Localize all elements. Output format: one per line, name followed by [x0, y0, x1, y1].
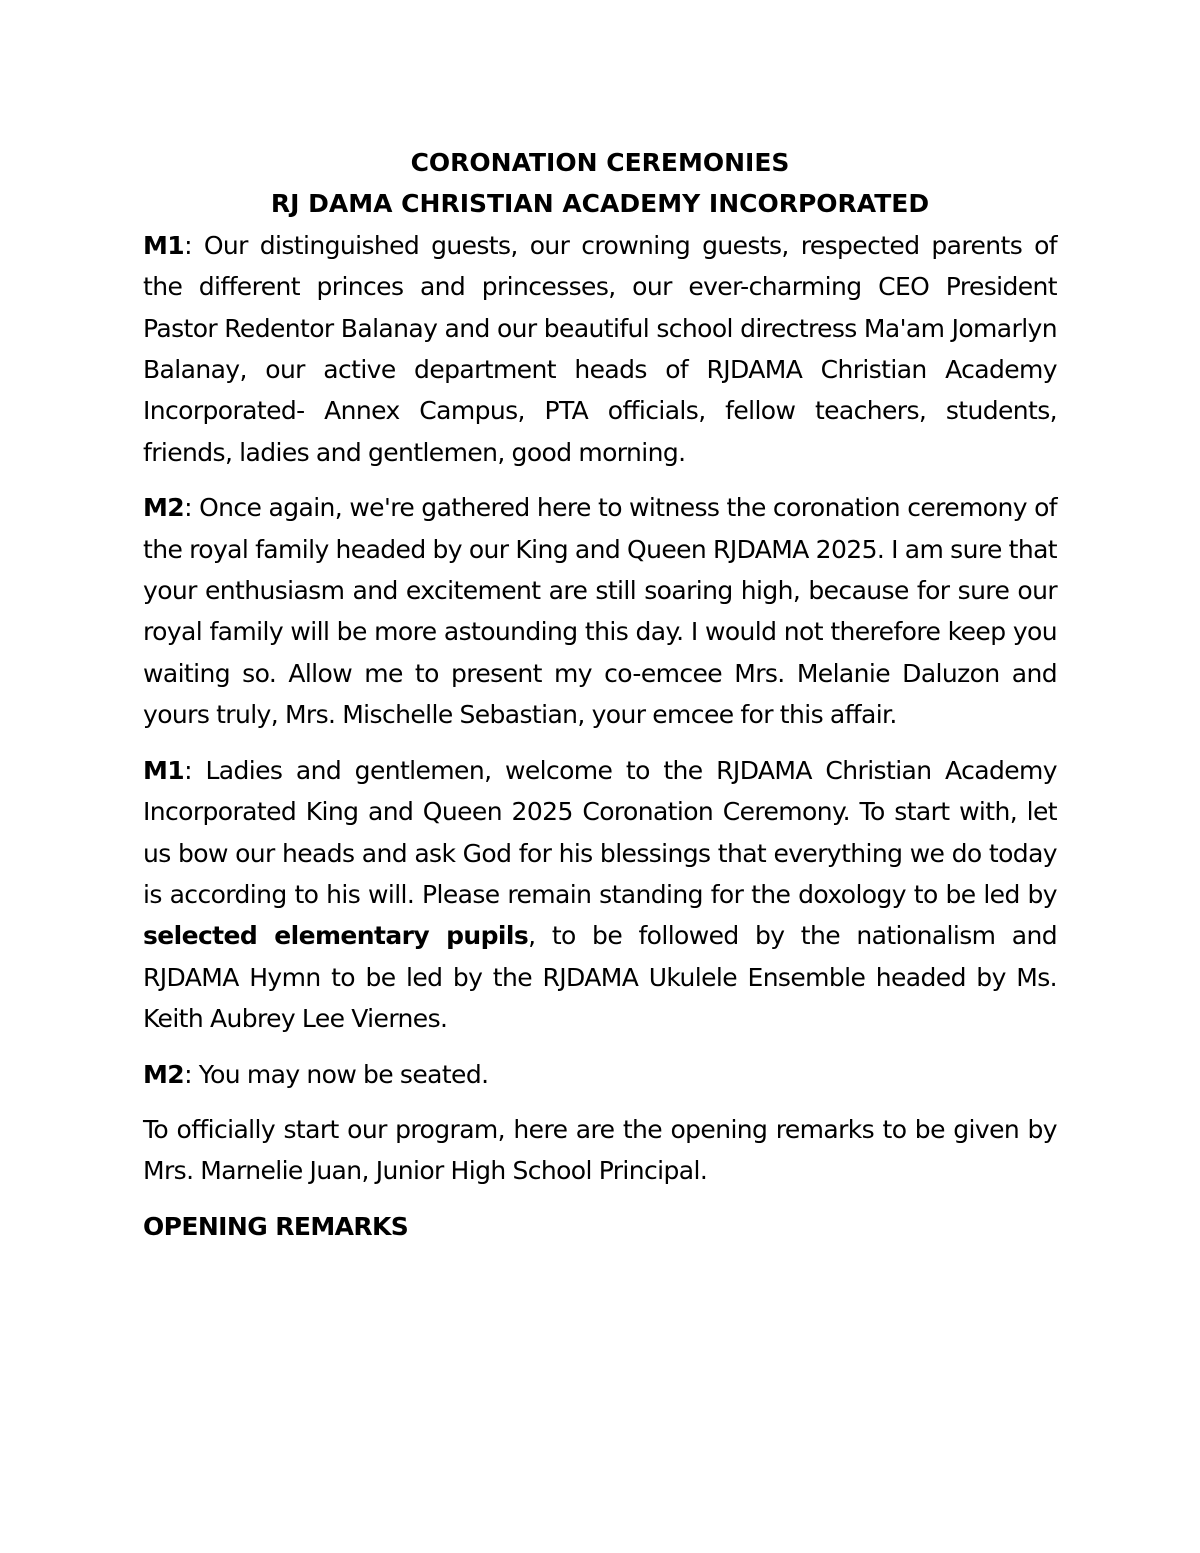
paragraph-program-start	[143, 1109, 1057, 1192]
paragraph-m2-seated	[143, 1054, 1057, 1095]
paragraph-text-continued: , to be followed by the nationalism and RJDAMA Hymn to be led by the RJDAMA Ukulele Ensemble headed by Ms. Keith Aubrey Lee Viernes.	[143, 921, 1057, 1034]
paragraph-text: : Once again, we're gathered here to witness the coronation ceremony of the royal family headed by our King and Queen RJDAMA 2025. I am sure that your enthusiasm and excitement are still soaring high, because for sure our royal family will be more astounding this day. I would not therefore keep you waiting so. Allow me to present my co-emcee Mrs. Melanie Daluzon and yours truly, Mrs. Mischelle Sebastian, your emcee for this affair.	[143, 493, 1057, 730]
paragraph-text: To officially start our program, here are the opening remarks to be given by Mrs. Marnelie Juan, Junior High School Principal.	[143, 1114, 1057, 1186]
speaker-label: M2	[143, 493, 185, 523]
paragraph-m2-intro	[143, 487, 1057, 735]
document-title: CORONATION CEREMONIES	[410, 148, 790, 177]
speaker-label: M1	[143, 230, 185, 260]
paragraph-text: : Ladies and gentlemen, welcome to the RJDAMA Christian Academy Incorporated King and Queen 2025 Coronation Ceremony. To start with, let us bow our heads and ask God for his blessings that everything we do today is according to his will. Please remain standing for the doxology to be led by	[143, 755, 1057, 909]
paragraph-m1-prayer	[143, 750, 1057, 1040]
speaker-label: M2	[143, 1059, 185, 1089]
paragraph-m1-welcome	[143, 225, 1057, 473]
speaker-label: M1	[143, 755, 185, 785]
paragraph-text: : You may now be seated.	[184, 1059, 489, 1089]
document-subtitle: RJ DAMA CHRISTIAN ACADEMY INCORPORATED	[270, 189, 930, 219]
document-page	[143, 142, 1057, 1247]
paragraph-text: : Our distinguished guests, our crowning guests, respected parents of the different princes and princesses, our ever-charming CEO President Pastor Redentor Balanay and our beautiful school directress Ma'am Jomarlyn Balanay, our active department heads of RJDAMA Christian Academy Incorporated- Annex Campus, PTA officials, fellow teachers, students, friends, ladies and gentlemen, good morning.	[143, 230, 1057, 467]
bold-emphasis: selected elementary pupils	[143, 921, 529, 951]
section-heading: OPENING REMARKS	[143, 1211, 409, 1241]
